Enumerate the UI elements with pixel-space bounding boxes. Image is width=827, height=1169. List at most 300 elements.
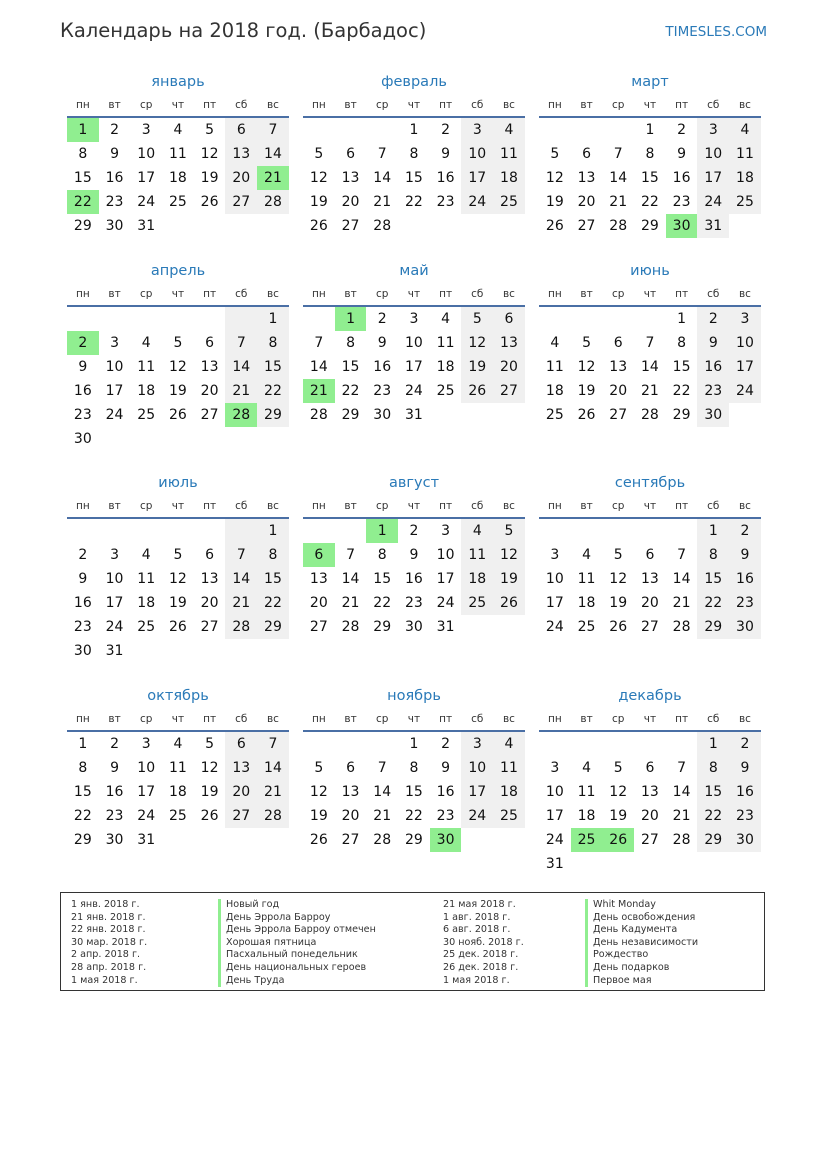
day-cell: 30 [404,619,423,635]
day-cell: 16 [436,784,455,800]
empty-cell [571,118,603,142]
week-row [67,331,289,355]
holiday-name: День освобождения [585,912,698,925]
weekday-label: пн [311,99,326,111]
holiday-date: 21 мая 2018 г. [443,899,516,910]
day-cell: 9 [697,331,729,355]
day-cell: 9 [409,547,419,563]
empty-cell [194,427,226,451]
day-cell: 25 [436,383,455,399]
day-cell: 21 [257,166,289,190]
day-cell: 31 [404,407,423,423]
empty-cell [697,852,729,876]
day-cell: 20 [640,595,659,611]
day-cell: 9 [377,335,387,351]
week-row [303,543,525,567]
day-cell: 12 [200,760,219,776]
day-cell: 25 [493,190,525,214]
day-cell: 29 [404,832,423,848]
day-cell: 20 [640,808,659,824]
day-cell: 24 [729,379,761,403]
day-cell: 15 [672,359,691,375]
week-row [67,403,289,427]
month-8 [303,473,525,639]
month-5 [303,261,525,427]
holiday-name: Хорошая пятница [218,937,376,950]
empty-cell [194,519,226,543]
holiday-date: 22 янв. 2018 г. [71,924,146,936]
week-row [67,756,289,780]
day-cell: 5 [550,146,560,162]
empty-cell [99,519,131,543]
empty-cell [162,639,194,663]
weekday-header [539,285,761,307]
day-cell: 7 [613,146,623,162]
day-cell: 9 [110,760,119,776]
day-cell: 8 [409,146,419,162]
day-cell: 1 [697,732,729,756]
day-cell: 18 [137,595,156,611]
day-cell: 1 [257,519,289,543]
day-cell: 13 [200,359,219,375]
day-cell: 16 [105,784,124,800]
day-cell: 17 [105,595,124,611]
weekday-label: вт [108,288,121,300]
day-cell: 3 [110,335,119,351]
weekday-label: пн [547,713,562,725]
empty-cell [194,307,226,331]
day-cell: 14 [225,355,257,379]
day-cell: 26 [168,619,187,635]
day-cell: 29 [640,218,659,234]
day-cell: 26 [309,832,328,848]
empty-cell [130,639,162,663]
week-row [303,828,525,852]
week-row [67,828,289,852]
day-cell: 14 [257,142,289,166]
day-cell: 1 [697,519,729,543]
weekday-label: сб [707,713,720,725]
week-row [303,331,525,355]
day-cell: 26 [168,407,187,423]
day-cell: 20 [200,595,219,611]
weekday-label: пт [203,99,217,111]
day-cell: 3 [441,523,451,539]
month-name: ноябрь [387,688,441,704]
day-cell: 9 [729,756,761,780]
week-row [539,118,761,142]
day-cell: 27 [493,379,525,403]
day-cell: 14 [609,170,628,186]
weekday-label: вс [502,99,515,111]
weekday-label: чт [643,288,657,300]
day-cell: 2 [441,736,451,752]
day-cell: 18 [545,383,564,399]
weekday-label: чт [643,713,657,725]
day-cell: 28 [341,619,360,635]
day-cell: 16 [373,359,392,375]
day-cell: 16 [73,595,92,611]
day-cell: 11 [436,335,455,351]
page-title: Календарь на 2018 год. (Барбадос) [60,19,427,42]
weekday-label: пт [203,500,217,512]
empty-cell [571,519,603,543]
weekday-label: пн [311,500,326,512]
day-cell: 25 [168,194,187,210]
day-cell: 6 [582,146,591,162]
weekday-label: пн [311,288,326,300]
day-cell: 12 [493,543,525,567]
day-cell: 22 [697,804,729,828]
day-cell: 23 [73,407,92,423]
weekday-label: вт [580,288,593,300]
week-row [539,804,761,828]
empty-cell [257,427,289,451]
day-cell: 18 [577,808,596,824]
weekday-header [67,710,289,732]
week-row [303,190,525,214]
day-cell: 4 [141,335,151,351]
weekday-label: вс [266,288,279,300]
week-row [67,615,289,639]
month-name: декабрь [618,688,682,704]
weekday-label: пт [203,713,217,725]
week-row [67,214,289,238]
month-6 [539,261,761,427]
day-cell: 14 [257,756,289,780]
weekday-label: сб [471,288,484,300]
day-cell: 24 [105,619,124,635]
day-cell: 20 [225,780,257,804]
week-row [303,732,525,756]
day-cell: 26 [461,379,493,403]
day-cell: 12 [200,146,219,162]
day-cell: 26 [609,619,628,635]
day-cell: 4 [493,732,525,756]
day-cell: 11 [168,146,187,162]
month-12 [539,686,761,876]
week-row [539,331,761,355]
day-cell: 15 [697,780,729,804]
day-cell: 16 [729,567,761,591]
day-cell: 27 [609,407,628,423]
day-cell: 13 [493,331,525,355]
day-cell: 2 [377,311,387,327]
day-cell: 3 [550,760,560,776]
weekday-header [303,285,525,307]
day-cell: 4 [141,547,151,563]
day-cell: 13 [225,756,257,780]
day-cell: 1 [78,736,88,752]
empty-cell [634,307,666,331]
holiday-date: 1 мая 2018 г. [71,974,138,986]
weekday-label: вт [580,713,593,725]
day-cell: 17 [137,170,156,186]
empty-cell [430,214,462,238]
day-cell: 27 [309,619,328,635]
day-cell: 19 [200,170,219,186]
day-cell: 24 [697,190,729,214]
day-cell: 4 [729,118,761,142]
empty-cell [634,519,666,543]
day-cell: 16 [672,170,691,186]
day-cell: 29 [73,218,92,234]
day-cell: 6 [205,547,215,563]
day-cell: 9 [677,146,687,162]
empty-cell [99,427,131,451]
day-cell: 5 [173,547,183,563]
holiday-date: 28 апр. 2018 г. [71,961,147,973]
day-cell: 4 [173,122,183,138]
weekday-label: пн [75,713,90,725]
day-cell: 4 [441,311,451,327]
day-cell: 7 [225,543,257,567]
weekday-header [303,497,525,519]
day-cell: 28 [672,619,691,635]
day-cell: 21 [373,194,392,210]
empty-cell [130,427,162,451]
day-cell: 14 [672,571,691,587]
day-cell: 5 [461,307,493,331]
day-cell: 9 [441,146,451,162]
month-name: март [631,74,669,90]
week-row [539,543,761,567]
day-cell: 3 [110,547,119,563]
day-cell: 26 [200,808,219,824]
day-cell: 8 [78,760,88,776]
empty-cell [335,118,367,142]
day-cell: 1 [335,307,367,331]
day-cell: 8 [257,543,289,567]
weekday-label: вт [108,500,121,512]
day-cell: 1 [677,311,687,327]
day-cell: 21 [672,595,691,611]
day-cell: 10 [436,547,455,563]
day-cell: 13 [609,359,628,375]
day-cell: 30 [73,431,92,447]
weekday-header [67,285,289,307]
holiday-list [60,892,765,991]
day-cell: 2 [729,732,761,756]
weekday-label: ср [139,288,153,300]
empty-cell [493,615,525,639]
week-row [539,214,761,238]
week-row [303,118,525,142]
empty-cell [666,852,698,876]
holiday-date: 21 янв. 2018 г. [71,911,146,923]
day-cell: 23 [404,595,423,611]
day-cell: 10 [137,146,156,162]
empty-cell [99,307,131,331]
week-row [67,543,289,567]
day-cell: 24 [436,595,455,611]
day-cell: 24 [137,194,156,210]
day-cell: 8 [346,335,355,351]
day-cell: 19 [461,355,493,379]
weekday-label: вт [344,713,357,725]
day-cell: 7 [346,547,355,563]
day-cell: 2 [110,736,119,752]
day-cell: 11 [168,760,187,776]
day-cell: 9 [78,571,88,587]
holiday-date: 1 мая 2018 г. [443,974,510,986]
weekday-label: чт [171,99,185,111]
day-cell: 26 [200,194,219,210]
day-cell: 10 [137,760,156,776]
empty-cell [398,214,430,238]
week-row [303,804,525,828]
day-cell: 12 [545,170,564,186]
weekday-label: чт [643,99,657,111]
day-cell: 30 [373,407,392,423]
weekday-label: сб [707,99,720,111]
empty-cell [539,118,571,142]
day-cell: 20 [341,808,360,824]
day-cell: 20 [577,194,596,210]
weekday-label: ср [375,288,389,300]
day-cell: 16 [105,170,124,186]
weekday-header [67,96,289,118]
week-row [539,732,761,756]
day-cell: 21 [257,780,289,804]
empty-cell [493,828,525,852]
day-cell: 25 [571,828,603,852]
month-name: февраль [381,74,447,90]
day-cell: 14 [373,170,392,186]
day-cell: 20 [225,166,257,190]
holiday-date: 26 дек. 2018 г. [443,961,519,973]
month-10 [67,686,289,852]
day-cell: 23 [73,619,92,635]
day-cell: 17 [545,595,564,611]
day-cell: 10 [404,335,423,351]
week-row [67,379,289,403]
day-cell: 10 [461,756,493,780]
week-row [303,567,525,591]
day-cell: 30 [105,832,124,848]
day-cell: 3 [409,311,419,327]
day-cell: 21 [373,808,392,824]
weekday-label: вс [738,500,751,512]
weekday-label: чт [643,500,657,512]
day-cell: 10 [729,331,761,355]
empty-cell [666,732,698,756]
day-cell: 31 [137,832,156,848]
day-cell: 15 [373,571,392,587]
day-cell: 26 [577,407,596,423]
day-cell: 3 [141,122,151,138]
day-cell: 22 [404,808,423,824]
holiday-name: Первое мая [585,975,698,988]
week-row [303,214,525,238]
holiday-date-column [71,899,147,987]
month-name: апрель [150,263,206,279]
weekday-label: вс [502,288,515,300]
day-cell: 13 [225,142,257,166]
empty-cell [194,214,226,238]
day-cell: 23 [436,194,455,210]
day-cell: 29 [73,832,92,848]
weekday-label: ср [139,500,153,512]
empty-cell [303,519,335,543]
day-cell: 28 [225,403,257,427]
month-3 [539,72,761,238]
day-cell: 21 [640,383,659,399]
weekday-label: сб [235,500,248,512]
day-cell: 1 [409,122,419,138]
week-row [539,519,761,543]
empty-cell [461,828,493,852]
day-cell: 9 [110,146,119,162]
day-cell: 28 [609,218,628,234]
day-cell: 2 [697,307,729,331]
empty-cell [257,639,289,663]
day-cell: 4 [493,118,525,142]
day-cell: 14 [640,359,659,375]
day-cell: 18 [137,383,156,399]
day-cell: 25 [461,591,493,615]
empty-cell [602,307,634,331]
day-cell: 15 [640,170,659,186]
month-2 [303,72,525,238]
empty-cell [729,214,761,238]
empty-cell [335,732,367,756]
month-name: июнь [630,263,670,279]
weekday-label: пн [75,288,90,300]
day-cell: 15 [341,359,360,375]
weekday-label: пт [439,99,453,111]
week-row [67,804,289,828]
empty-cell [539,519,571,543]
weekday-label: чт [171,288,185,300]
day-cell: 21 [303,379,335,403]
weekday-label: вс [266,713,279,725]
day-cell: 24 [461,190,493,214]
day-cell: 3 [729,307,761,331]
day-cell: 26 [493,591,525,615]
day-cell: 2 [677,122,687,138]
month-name: август [388,475,440,491]
weekday-label: сб [235,288,248,300]
week-row [539,403,761,427]
day-cell: 7 [377,760,387,776]
day-cell: 4 [582,547,591,563]
day-cell: 8 [78,146,88,162]
week-row [539,567,761,591]
weekday-label: пн [547,99,562,111]
day-cell: 23 [105,808,124,824]
week-row [67,639,289,663]
day-cell: 21 [609,194,628,210]
site-link[interactable]: TIMESLES.COM [665,24,767,40]
empty-cell [539,732,571,756]
week-row [539,780,761,804]
day-cell: 31 [105,643,124,659]
day-cell: 23 [729,804,761,828]
day-cell: 2 [409,523,419,539]
day-cell: 31 [545,856,564,872]
day-cell: 27 [640,619,659,635]
day-cell: 22 [67,190,99,214]
holiday-name: День Эррола Барроу отмечен [218,924,376,937]
day-cell: 31 [436,619,455,635]
day-cell: 13 [341,784,360,800]
day-cell: 18 [436,359,455,375]
day-cell: 16 [697,355,729,379]
day-cell: 6 [493,307,525,331]
day-cell: 22 [672,383,691,399]
empty-cell [303,118,335,142]
